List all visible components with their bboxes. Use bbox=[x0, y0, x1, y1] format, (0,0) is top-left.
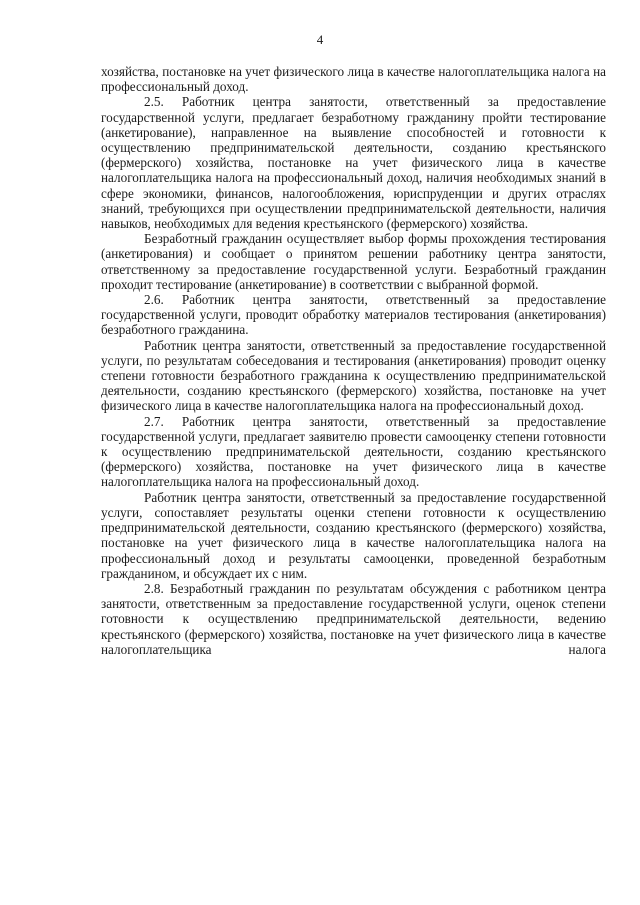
paragraph-readiness-assessment: Работник центра занятости, ответственный за предоставление государственной услуги, по результатам собеседования и тестирования (анкетирования) проводит оценку степени готовности безработного гражданина к осуществлению предпринимательской деятельности, созданию крестьянского (фермерского) хозяйства, постановке на учет физического лица в качестве налогоплательщика налога на профессиональный доход. bbox=[101, 337, 606, 414]
paragraph-continuation: хозяйства, постановке на учет физического лица в качестве налогоплательщика налога на профессиональный доход. bbox=[101, 64, 606, 95]
paragraph-2-6: 2.6. Работник центра занятости, ответственный за предоставление государственной услуги, проводит обработку материалов тестирования (анкетирования) безработного гражданина. bbox=[101, 292, 606, 338]
paragraph-test-form: Безработный гражданин осуществляет выбор формы прохождения тестирования (анкетирования) и сообщает о принятом решении работнику центра занятости, ответственному за предоставление государственной услуги. Безработный гражданин проходит тестирование (анкетирование) в соответствии с выбранной формой. bbox=[101, 231, 606, 292]
paragraph-2-8: 2.8. Безработный гражданин по результатам обсуждения с работником центра занятости, ответственным за предоставление государственной услуги, оценок степени готовности к осуществлению предпринимательской деятельности, ведению крестьянского (фермерского) хозяйства, постановке на учет физического лица в качестве налогоплательщика налога bbox=[101, 580, 606, 657]
paragraph-2-7: 2.7. Работник центра занятости, ответственный за предоставление государственной услуги, предлагает заявителю провести самооценку степени готовности к осуществлению предпринимательской деятельности, созданию крестьянского (фермерского) хозяйства, постановке на учет физического лица в качестве налогоплательщика налога на профессиональный доход. bbox=[101, 413, 606, 490]
paragraph-2-5: 2.5. Работник центра занятости, ответственный за предоставление государственной услуги, предлагает безработному гражданину пройти тестирование (анкетирование), направленное на выявление способностей и готовности к осуществлению предпринимательской деятельности, созданию крестьянского (фермерского) хозяйства, постановке на учет физического лица в качестве налогоплательщика налога на профессиональный доход, наличия необходимых знаний в сфере экономики, финансов, налогообложения, юриспруденции и других отраслях знаний, требующихся при осуществлении предпринимательской деятельности, наличия навыков, необходимых для ведения крестьянского (фермерского) хозяйства. bbox=[101, 94, 606, 232]
body-text bbox=[101, 64, 606, 657]
page-number: 4 bbox=[316, 32, 324, 47]
paragraph-comparison: Работник центра занятости, ответственный за предоставление государственной услуги, сопоставляет результаты оценки степени готовности к осуществлению предпринимательской деятельности, созданию крестьянского (фермерского) хозяйства, постановке на учет физического лица в качестве налогоплательщика налога на профессиональный доход и результаты самооценки, проведенной безработным гражданином, и обсуждает их с ним. bbox=[101, 489, 606, 581]
